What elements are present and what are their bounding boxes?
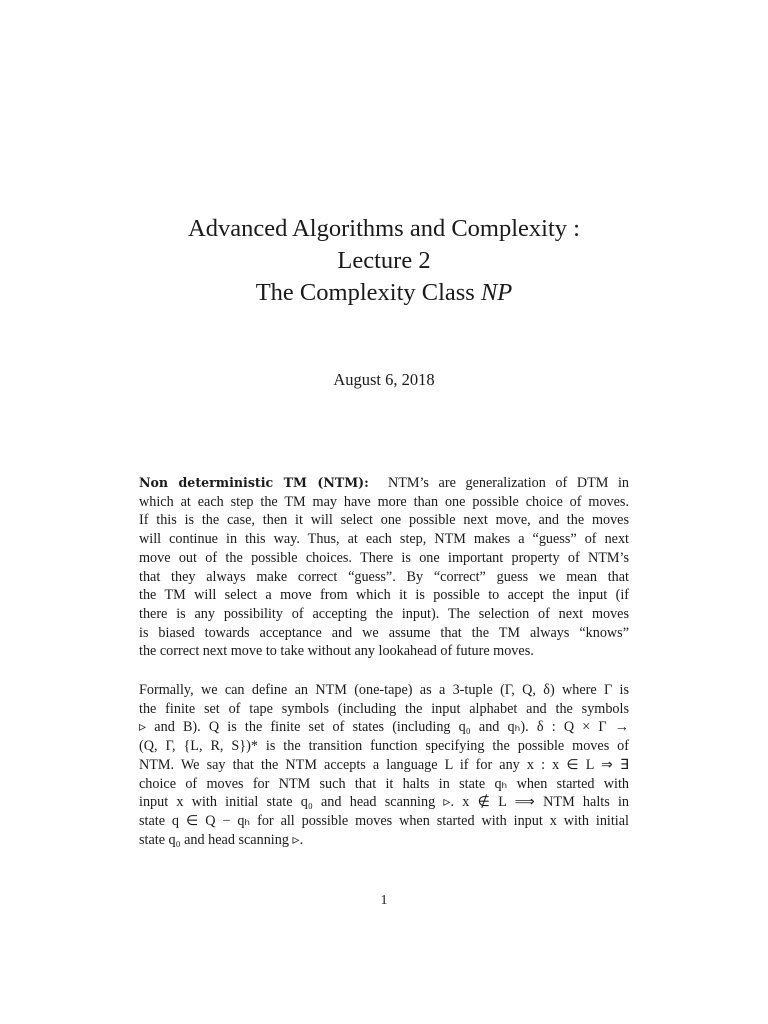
paragraph-line: the correct next move to take without any lookahead of future moves. bbox=[139, 643, 534, 660]
title-line-3-text: The Complexity Class bbox=[255, 279, 481, 306]
paragraph-line: state q ∈ Q − qₕ for all possible moves when started with input x with initial bbox=[139, 812, 629, 829]
paragraph-line: state q₀ and head scanning ▹. bbox=[139, 831, 304, 848]
paper-date: August 6, 2018 bbox=[333, 370, 435, 389]
paragraph-line-text: NTM’s are generalization of DTM in bbox=[387, 475, 629, 491]
title-line-2: Lecture 2 bbox=[337, 247, 431, 274]
paragraph-line: (Q, Γ, {L, R, S})* is the transition function specifying the possible moves of bbox=[139, 738, 629, 755]
paragraph-line: NTM. We say that the NTM accepts a language L if for any x : x ∈ L ⇒ ∃ bbox=[139, 756, 629, 773]
paper-title bbox=[0, 213, 768, 309]
paragraph-line: choice of moves for NTM such that it halts in state qₕ when started with bbox=[139, 775, 629, 792]
paragraph-ntm-definition bbox=[139, 474, 629, 661]
paragraph-line: that they always make correct “guess”. By “correct” guess we mean that bbox=[139, 568, 629, 585]
paragraph-line: If this is the case, then it will select one possible next move, and the moves bbox=[139, 512, 629, 529]
paragraph-line: Formally, we can define an NTM (one-tape) as a 3-tuple (Γ, Q, δ) where Γ is bbox=[139, 682, 629, 698]
paragraph-ntm-formal bbox=[139, 681, 629, 849]
paragraph-line: there is any possibility of accepting the input). The selection of next moves bbox=[139, 605, 629, 622]
paragraph-line: which at each step the TM may have more than one possible choice of moves. bbox=[139, 493, 629, 510]
paragraph-line: input x with initial state q₀ and head scanning ▹. x ∉ L ⟹ NTM halts in bbox=[139, 794, 629, 811]
paragraph-line: will continue in this way. Thus, at each step, NTM makes a “guess” of next bbox=[139, 531, 629, 548]
paragraph-line: ▹ and B). Q is the finite set of states (including q₀ and qₕ). δ : Q × Γ → bbox=[139, 719, 629, 736]
title-math-np: NP bbox=[480, 279, 513, 306]
paragraph-line bbox=[139, 474, 629, 493]
paragraph-line: the TM will select a move from which it is possible to accept the input (if bbox=[139, 587, 629, 604]
paragraph-line: move out of the possible choices. There is one important property of NTM’s bbox=[139, 549, 629, 566]
page-number: 1 bbox=[380, 893, 388, 908]
title-line-3 bbox=[0, 277, 768, 309]
paragraph-heading: Non deterministic TM (NTM): bbox=[139, 475, 369, 490]
paragraph-line: is biased towards acceptance and we assume that the TM always “knows” bbox=[139, 624, 629, 641]
paragraph-line: the finite set of tape symbols (including the input alphabet and the symbols bbox=[139, 700, 629, 717]
title-line-1: Advanced Algorithms and Complexity : bbox=[188, 215, 580, 242]
